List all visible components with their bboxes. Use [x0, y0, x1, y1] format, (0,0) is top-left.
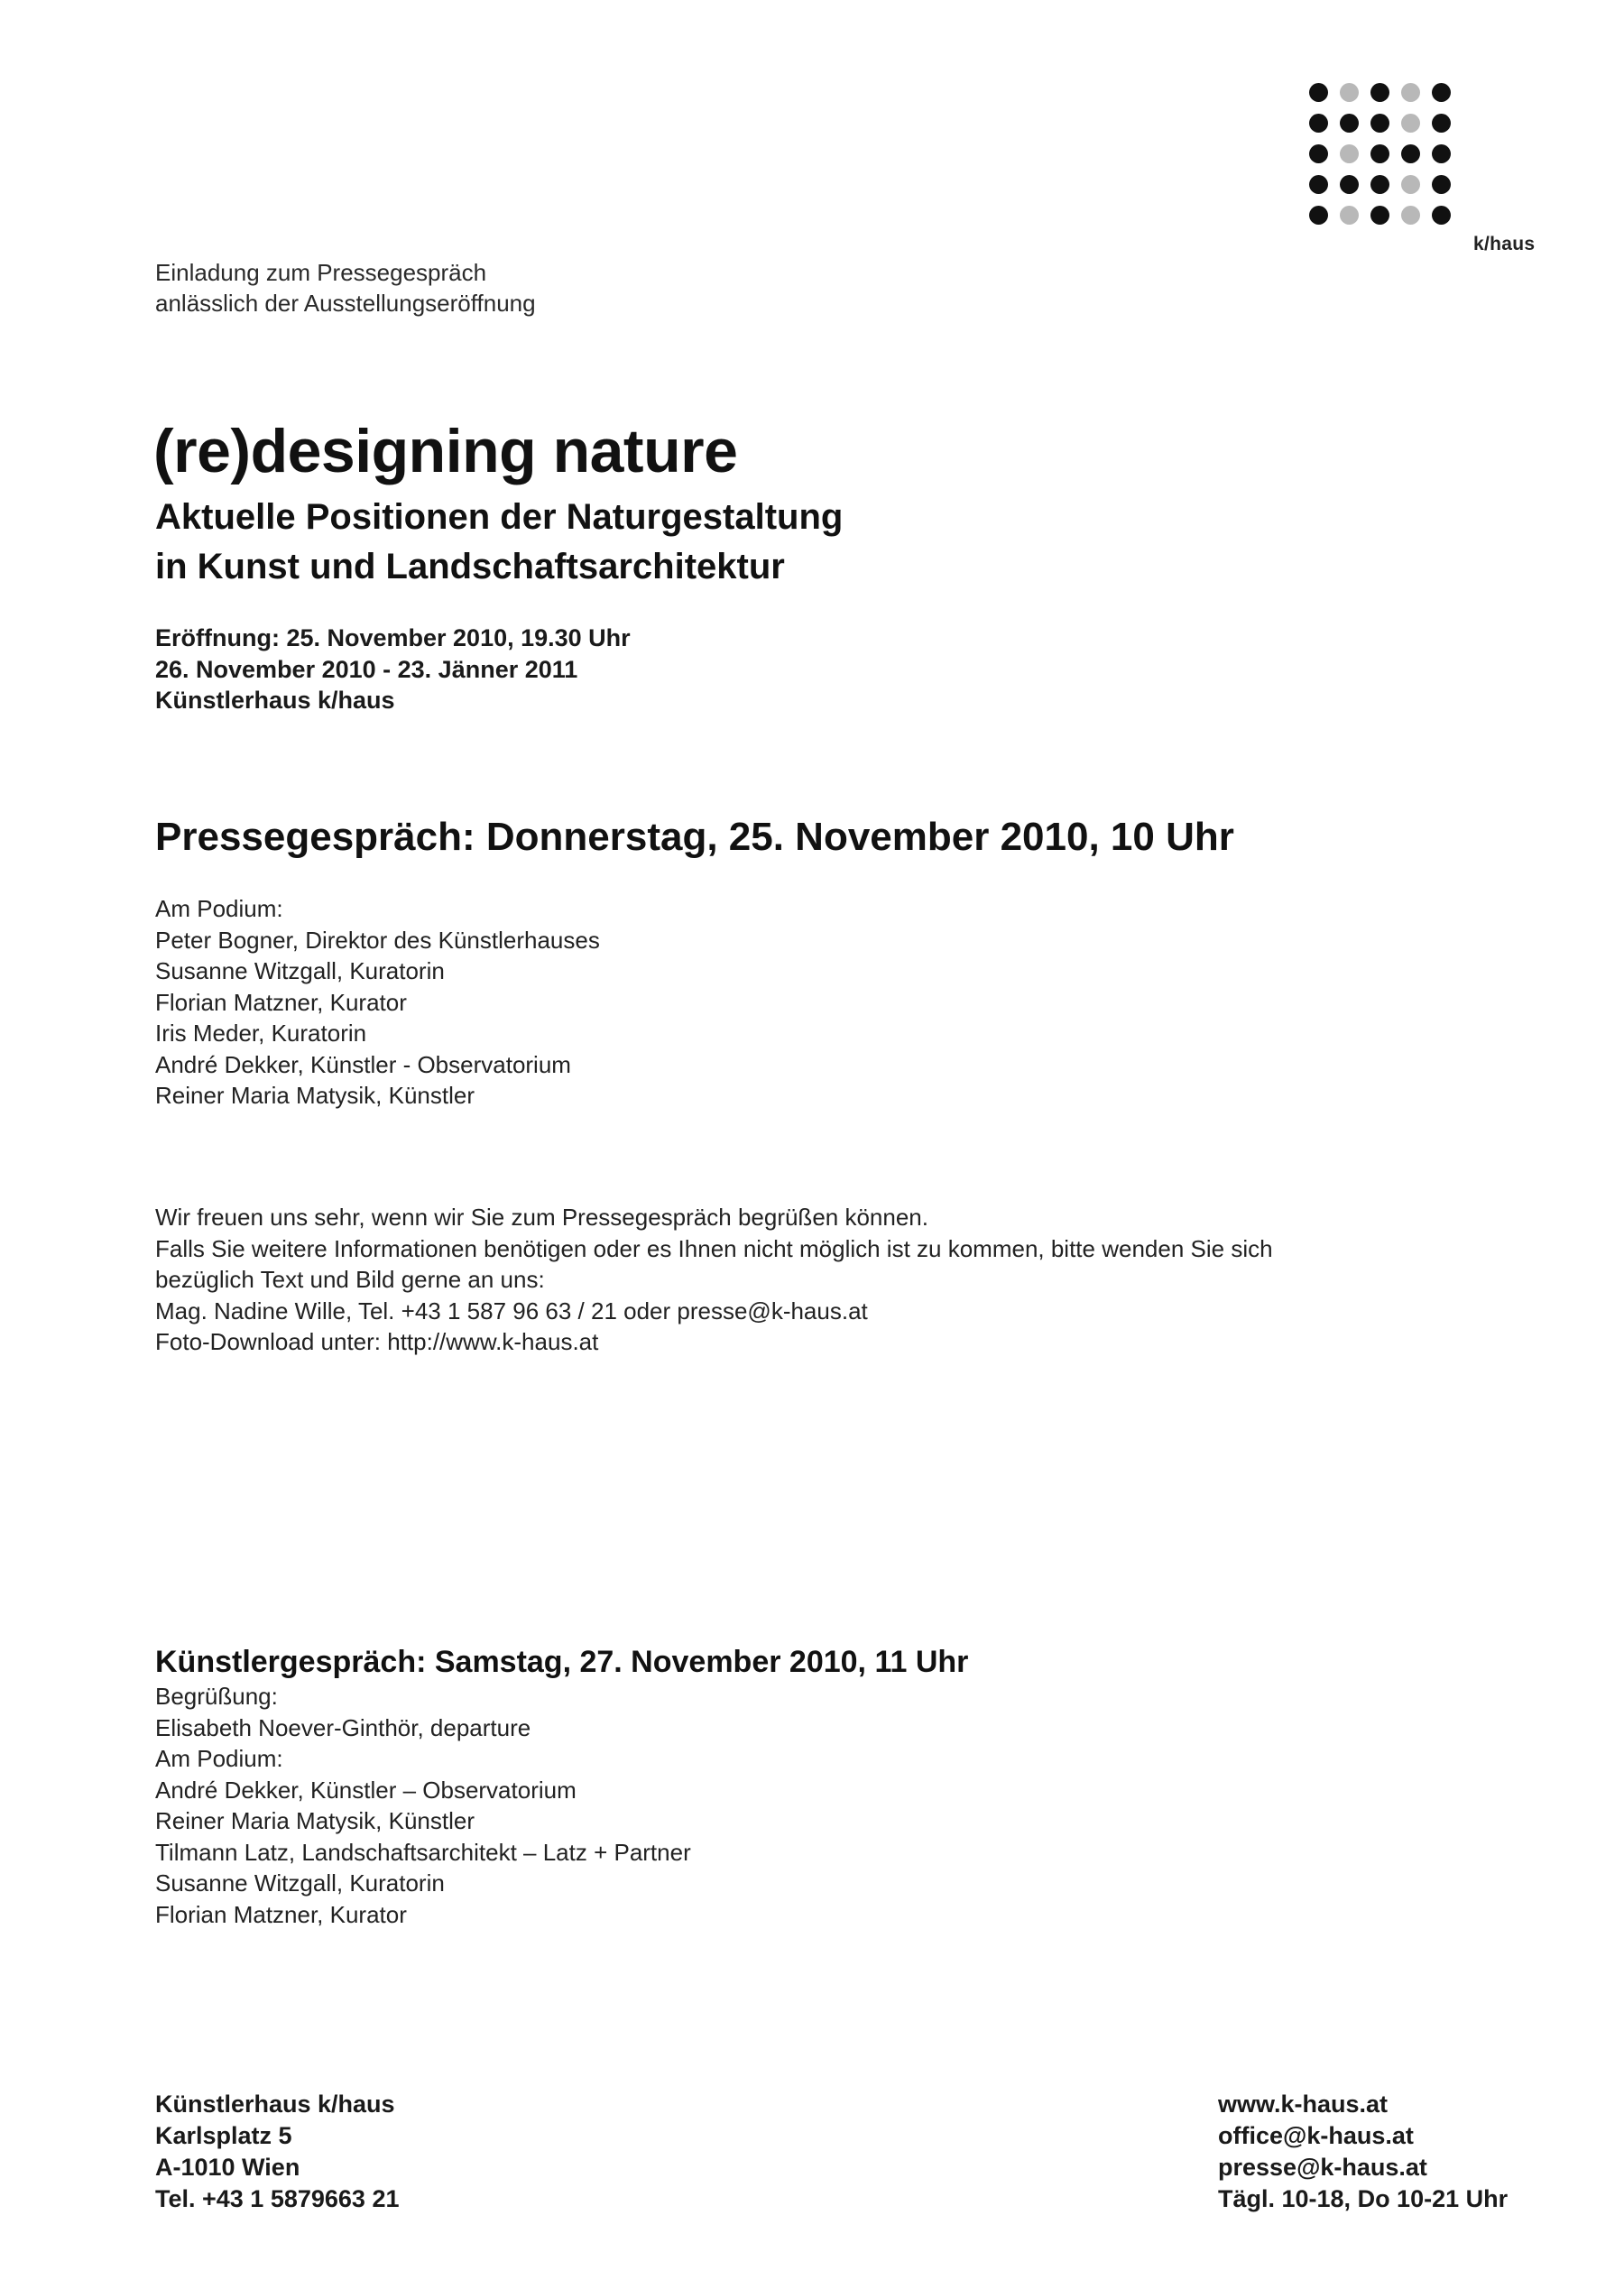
opening-date: Eröffnung: 25. November 2010, 19.30 Uhr: [155, 624, 631, 651]
logo-dot: [1340, 175, 1359, 194]
logo-dot: [1370, 83, 1389, 102]
press-contact-line: Mag. Nadine Wille, Tel. +43 1 587 96 63 / 21 oder presse@k-haus.at: [155, 1297, 868, 1324]
podium-speaker: Florian Matzner, Kurator: [155, 1900, 407, 1928]
logo-dot: [1340, 144, 1359, 163]
event-info: [155, 623, 631, 716]
exhibition-title: (re)designing nature: [153, 417, 738, 485]
logo-dot: [1432, 83, 1451, 102]
message-line: bezüglich Text und Bild gerne an uns:: [155, 1266, 545, 1293]
press-podium-list: [155, 893, 600, 1112]
logo-dot: [1401, 83, 1420, 102]
logo-dot: [1370, 175, 1389, 194]
footer-street: Karlsplatz 5: [155, 2122, 292, 2149]
logo-dot: [1401, 206, 1420, 225]
footer-opening-hours: Tägl. 10-18, Do 10-21 Uhr: [1218, 2185, 1509, 2212]
podium-speaker: Tilmann Latz, Landschaftsarchitekt – Latz + Partner: [155, 1838, 691, 1866]
logo-dot: [1340, 83, 1359, 102]
logo-dot: [1401, 114, 1420, 133]
artist-talk-heading: Künstlergespräch: Samstag, 27. November 2010, 11 Uhr: [155, 1645, 969, 1679]
footer-city: A-1010 Wien: [155, 2154, 300, 2181]
artist-talk-list: [155, 1681, 691, 1930]
welcome-speaker: Elisabeth Noever-Ginthör, departure: [155, 1713, 531, 1741]
podium-speaker: Susanne Witzgall, Kuratorin: [155, 1869, 445, 1897]
logo-dot: [1432, 175, 1451, 194]
logo-dot: [1432, 144, 1451, 163]
logo-dot: [1309, 144, 1328, 163]
intro-line: Einladung zum Pressegespräch: [155, 259, 487, 286]
podium-label: Am Podium:: [155, 895, 283, 922]
footer-press-email: presse@k-haus.at: [1218, 2154, 1427, 2181]
logo-dot: [1432, 206, 1451, 225]
subtitle-line: in Kunst und Landschaftsarchitektur: [155, 547, 785, 586]
message-line: Wir freuen uns sehr, wenn wir Sie zum Pressegespräch begrüßen können.: [155, 1204, 928, 1231]
intro-line: anlässlich der Ausstellungseröffnung: [155, 290, 536, 317]
logo-dot: [1401, 175, 1420, 194]
podium-speaker: Iris Meder, Kuratorin: [155, 1020, 367, 1047]
logo-dot: [1370, 144, 1389, 163]
podium-label: Am Podium:: [155, 1745, 283, 1772]
podium-speaker: Susanne Witzgall, Kuratorin: [155, 957, 445, 984]
logo-dot: [1370, 206, 1389, 225]
venue: Künstlerhaus k/haus: [155, 687, 395, 714]
footer-phone: Tel. +43 1 5879663 21: [155, 2185, 400, 2212]
invitation-intro: [155, 257, 536, 318]
photo-download-line: Foto-Download unter: http://www.k-haus.at: [155, 1328, 599, 1355]
message-line: Falls Sie weitere Informationen benötigen oder es Ihnen nicht möglich ist zu kommen, bitte wenden Sie sich: [155, 1234, 1273, 1262]
dot-grid-icon: [1308, 82, 1462, 235]
footer-address: [155, 2089, 399, 2215]
exhibition-period: 26. November 2010 - 23. Jänner 2011: [155, 655, 578, 683]
logo-dot: [1401, 144, 1420, 163]
podium-speaker: Peter Bogner, Direktor des Künstlerhauses: [155, 926, 600, 954]
footer-org-name: Künstlerhaus k/haus: [155, 2091, 395, 2118]
logo-dot: [1432, 114, 1451, 133]
subtitle-line: Aktuelle Positionen der Naturgestaltung: [155, 497, 844, 537]
logo-dot: [1309, 114, 1328, 133]
podium-speaker: André Dekker, Künstler – Observatorium: [155, 1776, 577, 1804]
logo-dot: [1309, 175, 1328, 194]
logo-dot: [1340, 114, 1359, 133]
footer-website: www.k-haus.at: [1218, 2091, 1389, 2118]
logo-wordmark: k/haus: [1473, 234, 1536, 254]
podium-speaker: Florian Matzner, Kurator: [155, 988, 407, 1016]
logo-dot: [1340, 206, 1359, 225]
podium-speaker: Reiner Maria Matysik, Künstler: [155, 1082, 475, 1109]
logo-dot: [1370, 114, 1389, 133]
footer-contact: [1218, 2089, 1508, 2215]
k-haus-logo: [1308, 82, 1570, 263]
footer-office-email: office@k-haus.at: [1218, 2122, 1414, 2149]
exhibition-subtitle: [155, 493, 843, 592]
podium-speaker: Reiner Maria Matysik, Künstler: [155, 1807, 475, 1834]
welcome-label: Begrüßung:: [155, 1683, 278, 1710]
logo-dot: [1309, 83, 1328, 102]
podium-speaker: André Dekker, Künstler - Observatorium: [155, 1050, 571, 1078]
contact-message: [155, 1202, 1273, 1358]
press-conference-heading: Pressegespräch: Donnerstag, 25. November 2010, 10 Uhr: [155, 815, 1234, 859]
logo-dot: [1309, 206, 1328, 225]
